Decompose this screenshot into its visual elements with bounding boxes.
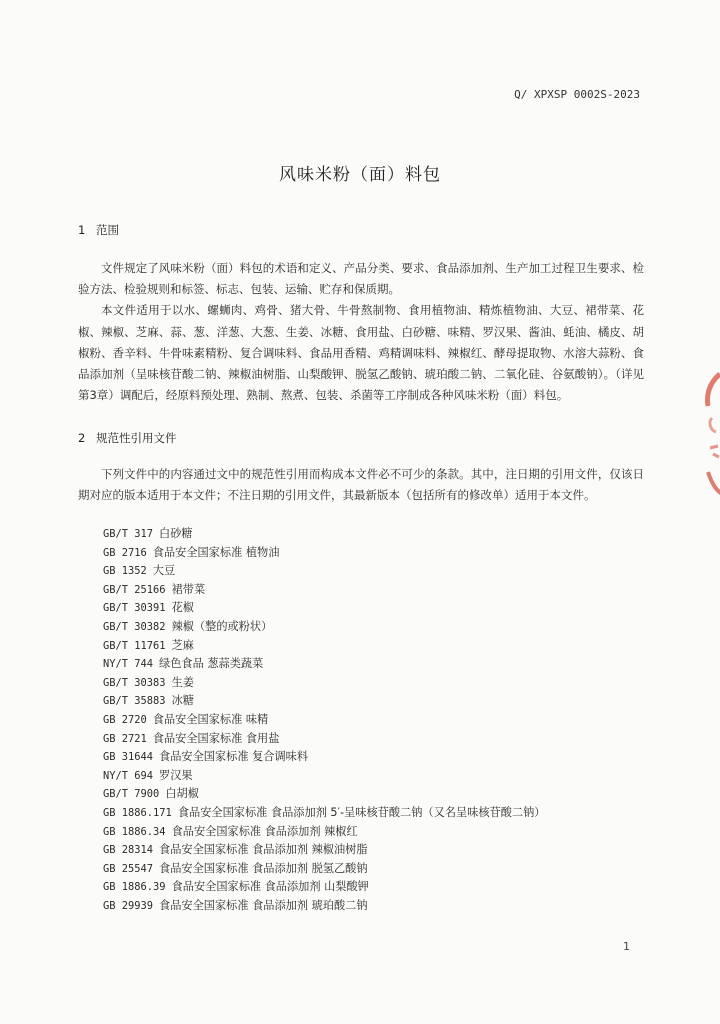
reference-item (103, 692, 545, 711)
section-2-heading (78, 430, 177, 446)
reference-code: GB 31644 (103, 751, 154, 764)
reference-title: 食品安全国家标准 复合调味料 (159, 750, 309, 764)
reference-code: GB 1352 (103, 565, 147, 578)
reference-title: 生姜 (171, 675, 194, 689)
reference-title: 食品安全国家标准 食品添加剂 琥珀酸二钠 (159, 898, 368, 912)
reference-title: 罗汉果 (159, 768, 193, 782)
reference-code: GB 1886.171 (103, 806, 172, 819)
reference-item (103, 823, 545, 842)
reference-code: GB/T 35883 (103, 695, 166, 708)
reference-item (103, 618, 545, 637)
reference-title: 白砂糖 (159, 527, 193, 540)
reference-item (103, 711, 545, 730)
reference-item (103, 581, 545, 600)
reference-title: 冰糖 (171, 694, 194, 708)
reference-item (103, 599, 545, 618)
reference-title: 食品安全国家标准 植物油 (152, 545, 280, 559)
reference-item (103, 655, 545, 674)
reference-code: GB 2721 (103, 732, 147, 745)
reference-item (103, 730, 545, 749)
reference-code: GB/T 30382 (103, 620, 166, 633)
reference-title: 辣椒（整的或粉状） (171, 619, 273, 633)
reference-title: 食品安全国家标准 味精 (152, 712, 269, 726)
reference-item (103, 544, 545, 563)
section-2-intro (78, 464, 644, 506)
reference-item (103, 785, 545, 804)
doc-code: Q/ XPXSP 0002S-2023 (514, 88, 640, 101)
seal-stamp-fragment (698, 360, 720, 500)
reference-title: 食品安全国家标准 食品添加剂 辣椒红 (171, 824, 358, 838)
reference-code: GB 2720 (103, 713, 147, 726)
reference-code: GB/T 30391 (103, 602, 166, 615)
reference-item (103, 878, 545, 897)
reference-title: 食品安全国家标准 食品添加剂 辣椒油树脂 (159, 843, 368, 857)
paragraph: 下列文件中的内容通过文中的规范性引用而构成本文件必不可少的条款。其中，注日期的引用文件，仅该日期对应的版本适用于本文件；不注日期的引用文件，其最新版本（包括所有的修改单）适用于本文件。 (78, 467, 644, 503)
section-1-heading (78, 222, 119, 238)
reference-title: 花椒 (171, 601, 194, 615)
reference-item (103, 748, 545, 767)
reference-item (103, 841, 545, 860)
reference-item (103, 525, 545, 544)
reference-code: GB/T 11761 (103, 639, 166, 652)
paragraph: 文件规定了风味米粉（面）料包的术语和定义、产品分类、要求、食品添加剂、生产加工过程卫生要求、检验方法、检验规则和标签、标志、包装、运输、贮存和保质期。 (78, 261, 644, 297)
reference-item (103, 562, 545, 581)
reference-title: 食品安全国家标准 食品添加剂 脱氢乙酸钠 (159, 861, 368, 875)
reference-code: GB/T 317 (103, 528, 154, 540)
reference-code: GB/T 25166 (103, 583, 166, 596)
section-1-body (78, 258, 644, 406)
section-1-title: 范围 (96, 223, 119, 237)
reference-item (103, 897, 545, 916)
reference-title: 食品安全国家标准 食品添加剂 5′-呈味核苷酸二钠（又名呈味核苷酸二钠） (177, 805, 546, 819)
reference-title: 大豆 (152, 564, 176, 578)
section-2-title: 规范性引用文件 (96, 431, 177, 445)
paragraph: 本文件适用于以水、螺蛳肉、鸡骨、猪大骨、牛骨熬制物、食用植物油、精炼植物油、大豆、裙带菜、花椒、辣椒、芝麻、蒜、葱、洋葱、大葱、生姜、冰糖、食用盐、白砂糖、味精、罗汉果、酱油、蚝油、橘皮、胡椒粉、香辛料、牛骨味素精粉、复合调味料、食品用香精、鸡精调味料、辣椒红、酵母提取物、水溶大蒜粉、食品添加剂（呈味核苷酸二钠、辣椒油树脂、山梨酸钾、脱氢乙酸钠、琥珀酸二钠、二氧化硅、谷氨酸钠）。（详见第3章）调配后，经原料预处理、熟制、熬煮、包装、杀菌等工序制成各种风味米粉（面）料包。 (78, 303, 644, 403)
reference-item (103, 637, 545, 656)
reference-code: NY/T 694 (103, 769, 154, 782)
reference-code: GB/T 30383 (103, 676, 166, 689)
reference-title: 裙带菜 (171, 582, 206, 596)
reference-code: GB 1886.39 (103, 881, 166, 894)
page-title: 风味米粉（面）料包 (279, 165, 441, 185)
section-2-number: 2 (78, 431, 86, 445)
reference-code: GB 1886.34 (103, 825, 166, 838)
reference-code: GB 2716 (103, 546, 147, 559)
reference-code: GB 25547 (103, 862, 154, 875)
reference-title: 白胡椒 (165, 787, 199, 801)
reference-code: GB 29939 (103, 899, 154, 912)
section-1-number: 1 (78, 223, 86, 237)
reference-code: GB/T 7900 (103, 788, 160, 801)
reference-code: GB 28314 (103, 844, 154, 857)
reference-title: 绿色食品 葱蒜类蔬菜 (159, 657, 264, 671)
reference-title: 食品安全国家标准 食用盐 (152, 731, 280, 745)
page-number: 1 (623, 940, 630, 953)
reference-item (103, 860, 545, 879)
reference-code: NY/T 744 (103, 658, 154, 671)
reference-title: 芝麻 (171, 638, 194, 652)
reference-list (103, 525, 545, 915)
reference-item (103, 767, 545, 786)
reference-title: 食品安全国家标准 食品添加剂 山梨酸钾 (171, 880, 369, 894)
reference-item (103, 804, 545, 823)
reference-item (103, 674, 545, 693)
